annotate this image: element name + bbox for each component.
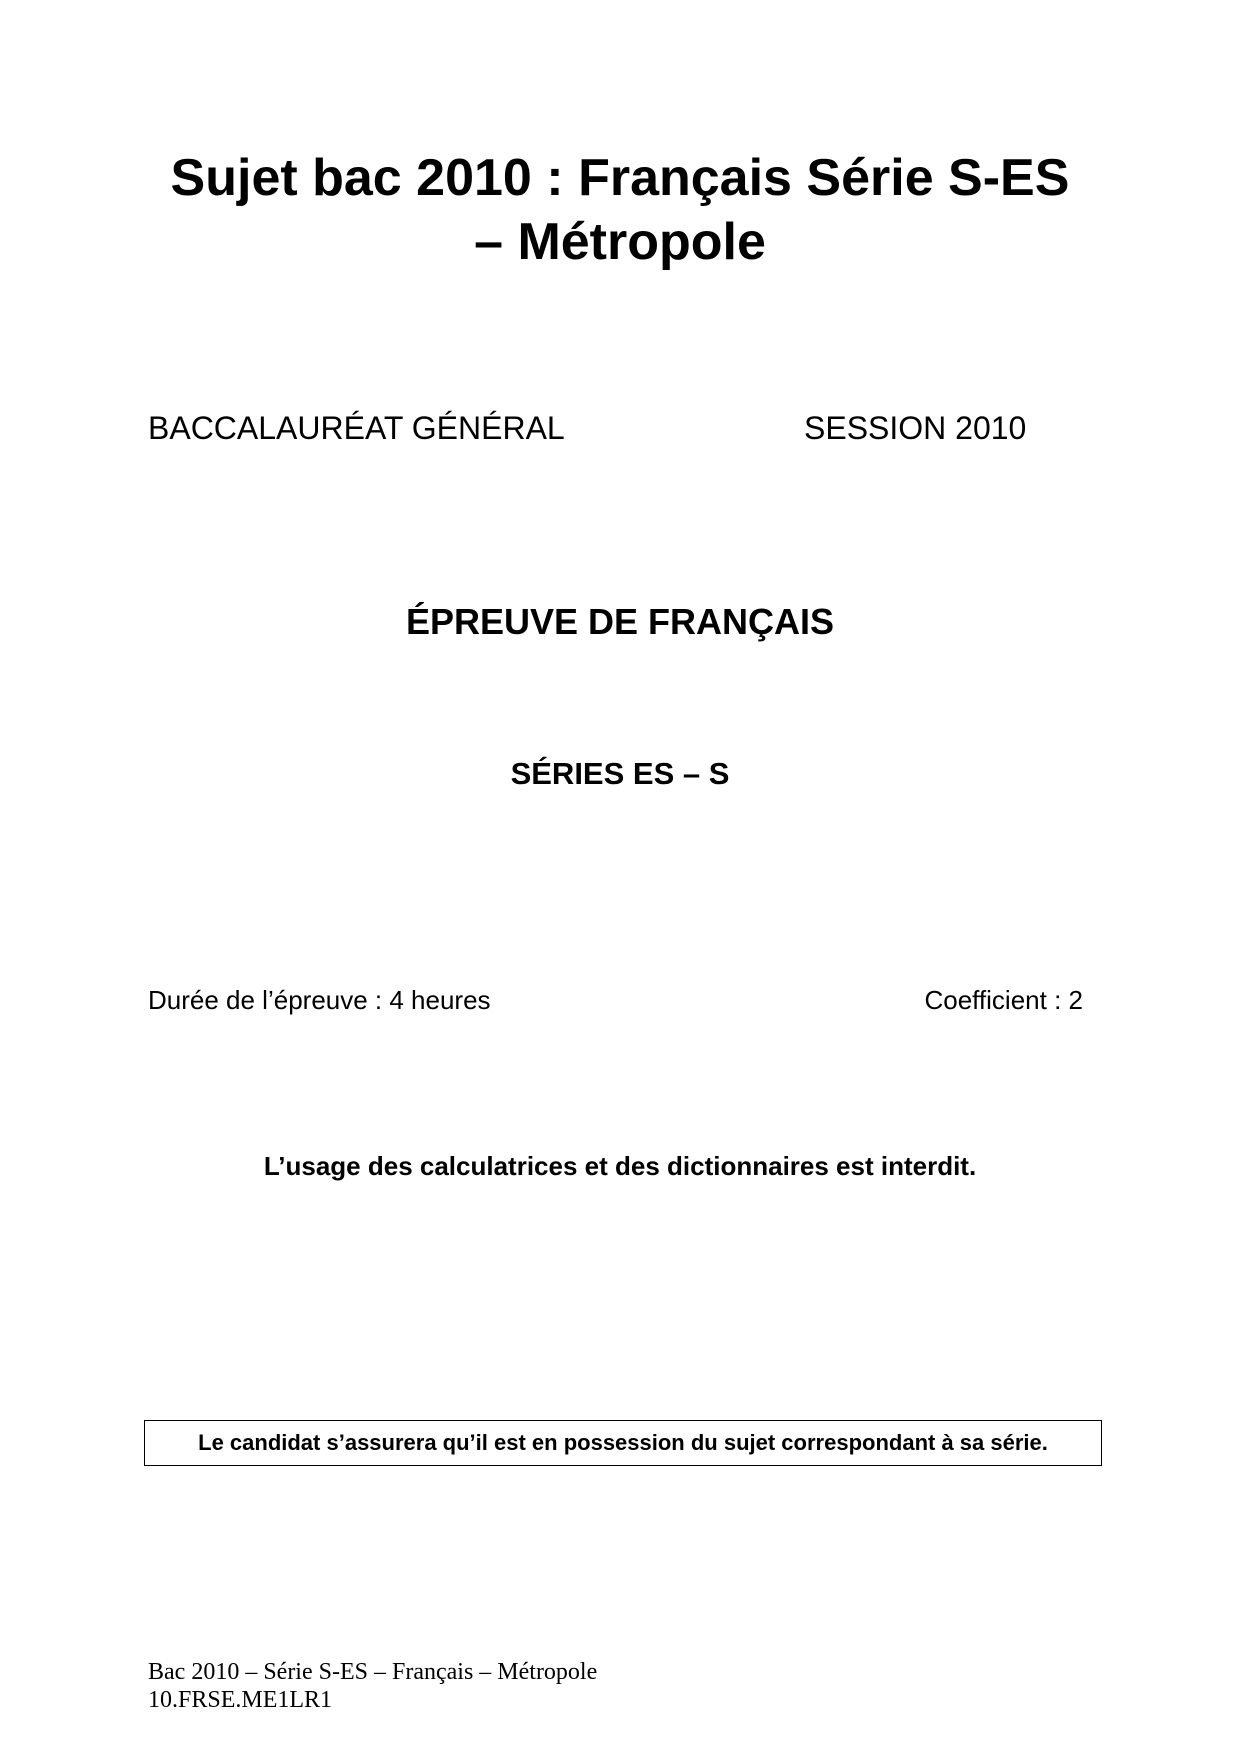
- footer-line-1: Bac 2010 – Série S-ES – Français – Métropole: [148, 1659, 598, 1685]
- page-footer: [148, 1658, 597, 1714]
- exam-session: SESSION 2010: [804, 410, 1027, 446]
- calculator-rule: L’usage des calculatrices et des dictionnaires est interdit.: [263, 1151, 977, 1181]
- footer-line-2: 10.FRSE.ME1LR1: [148, 1687, 333, 1713]
- exam-coefficient: Coefficient : 2: [924, 985, 1083, 1015]
- notice-box: [144, 1420, 1102, 1466]
- title-line-1: Sujet bac 2010 : Français Série S-ES: [170, 149, 1070, 207]
- title-line-2: – Métropole: [474, 213, 766, 271]
- exam-duration: Durée de l’épreuve : 4 heures: [148, 985, 491, 1015]
- series-heading: SÉRIES ES – S: [510, 756, 730, 791]
- page-title: [120, 146, 1120, 274]
- notice-text: Le candidat s’assurera qu’il est en possession du sujet correspondant à sa série.: [198, 1430, 1048, 1455]
- exam-name: BACCALAURÉAT GÉNÉRAL: [148, 410, 565, 446]
- subject-heading: ÉPREUVE DE FRANÇAIS: [405, 601, 835, 642]
